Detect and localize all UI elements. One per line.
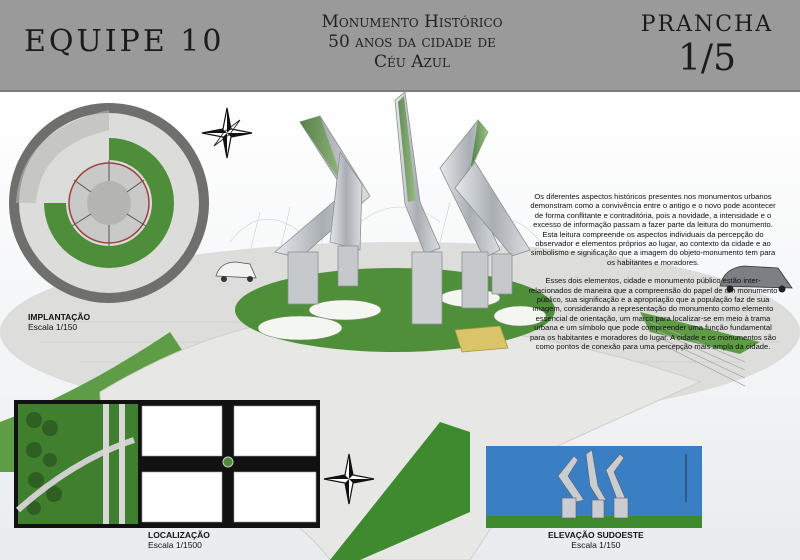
north-arrow-icon [200, 106, 254, 160]
sheet-indicator [632, 12, 782, 81]
project-title [262, 12, 562, 72]
sheet-label: PRANCHA [640, 12, 774, 37]
location-map [14, 400, 320, 528]
site-plan [6, 100, 212, 306]
description [528, 192, 778, 361]
location-scale: Escala 1/1500 [148, 540, 202, 550]
plaque [455, 326, 508, 352]
project-title-line-1: Monumento Histórico [321, 12, 503, 32]
site-plan-center [87, 181, 131, 225]
north-arrow-bottom-icon [322, 452, 376, 506]
site-plan-title: IMPLANTAÇÃO [28, 312, 91, 322]
elevation-drawing [486, 446, 702, 528]
elevation-scale: Escala 1/150 [571, 540, 621, 550]
site-plan-scale: Escala 1/150 [28, 322, 78, 332]
location-title: LOCALIZAÇÃO [148, 530, 210, 540]
project-title-line-2: 50 anos da cidade de [328, 32, 496, 52]
elevation-label [548, 530, 644, 550]
render-scene [0, 92, 800, 560]
description-paragraph-1: Os diferentes aspectos históricos presentes nos monumentos urbanos demonstram como a convivência entre o antigo e o novo pode acontecer de forma conflitante e contraditória, pois a novidade, a intensidade e o excesso de informação passam a fazer parte da leitura do monumento. Esta leitura compreende os aspectos individuais da percepção do observador e elementos próprios ao lugar, ao contexto da cidade e ao simbolismo e significação que a imagem do objeto-monumento tem para os habitantes e moradores. [530, 192, 776, 267]
description-paragraph-2: Esses dois elementos, cidade e monumento público estão inter-relacionados de maneira que a compreensão do papel de um monumento público, sua significação e a apropriação que a população faz de sua imagem, considerando a representação do monumento como elemento essencial de orientação, um marco para localizar-se em meio à trama urbana e um símbolo que pode compreender uma função fundamental para os habitantes e moradores do lugar. A cidade e os monumentos são como pontos de conexão para uma percepção mais ampla da cidade. [528, 276, 778, 352]
sheet-number: 1/5 [678, 38, 736, 79]
header-band [0, 0, 800, 92]
site-plan-label [28, 312, 90, 332]
project-title-line-3: Céu Azul [374, 52, 450, 72]
location-map-marker [223, 457, 233, 467]
team-title: EQUIPE 10 [24, 24, 225, 59]
elevation-title: ELEVAÇÃO SUDOESTE [548, 530, 644, 540]
location-label [148, 530, 210, 550]
